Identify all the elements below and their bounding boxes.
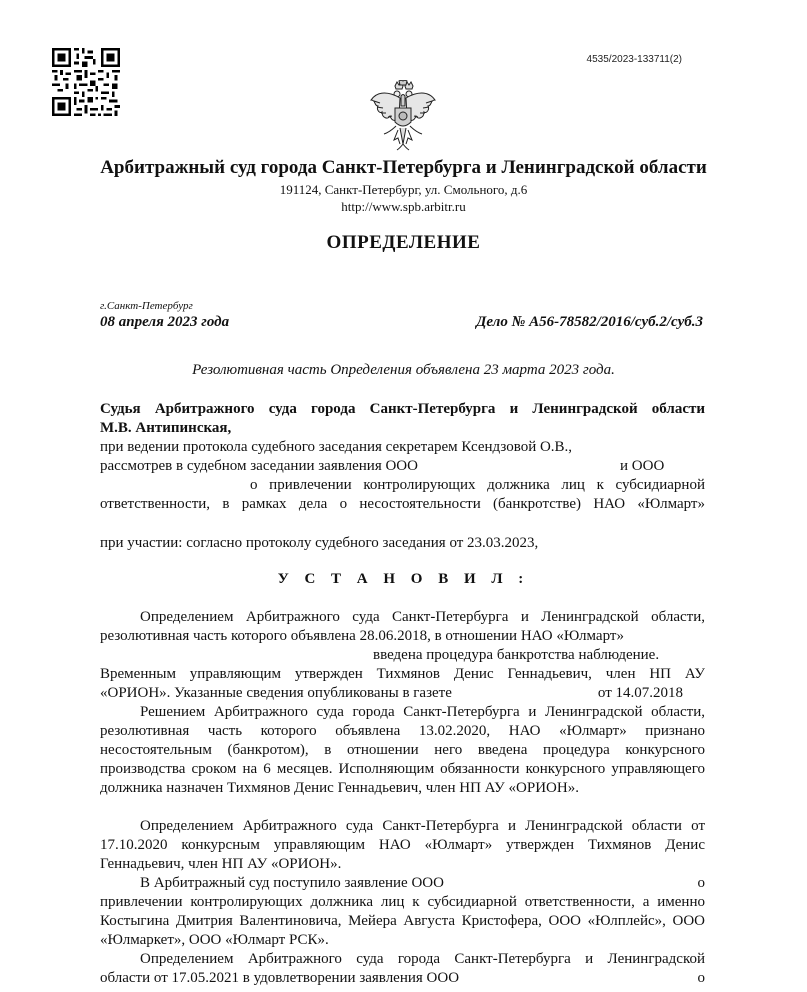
coat-of-arms-emblem-icon (368, 80, 438, 152)
paragraph-1-line-3: введена процедура банкротства наблюдение. (373, 647, 660, 663)
judge-line-1: Судья Арбитражного суда города Санкт-Петербурга и Ленинградской области (100, 401, 705, 417)
document-date: 08 апреля 2023 года (100, 314, 230, 330)
paragraph-4-rest: привлечении контролирующих должника лиц к субсидиарной ответственности, а именно Костыгина Дмитрия Валентиновича, Мейера Августа Кристофера, ООО «Юлплейс», ООО «Юлмаркет», ООО «Юлмарт РСК». (100, 894, 705, 948)
intro-block (100, 438, 705, 514)
court-address: 191124, Санкт-Петербург, ул. Смольного, д.6 (279, 182, 528, 197)
paragraph-5-line-2 (100, 969, 705, 988)
document-title: ОПРЕДЕЛЕНИЕ (326, 232, 481, 253)
paragraph-5-line-1: Определением Арбитражного суда города Санкт-Петербурга и Ленинградской (140, 951, 705, 967)
intro-line-2 (100, 457, 705, 476)
intro-line-4: ответственности, в рамках дела о несостоятельности (банкротстве) НАО «Юлмарт» (100, 496, 705, 512)
paragraph-2-text: Решением Арбитражного суда города Санкт-Петербурга и Ленинградской области, резолютивная часть которого объявлена 13.02.2020, НАО «Юлмарт» признано несостоятельным (банкротом), в отношении него введена процедура конкурсного производства сроком на 6 месяцев. Исполняющим обязанности конкурсного управляющего должника назначен Тихмянов Денис Геннадьевич, член НП АУ «ОРИОН». (100, 704, 705, 796)
paragraph-4 (100, 874, 705, 950)
intro-line-2-start: рассмотрев в судебном заседании заявления ООО (100, 458, 418, 474)
judge-line-2: М.В. Антипинская, (100, 420, 232, 436)
paragraph-1-line-2: резолютивная часть которого объявлена 28.06.2018, в отношении НАО «Юлмарт» (100, 628, 624, 644)
paragraph-5 (100, 950, 705, 988)
paragraph-1-line-5-start: «ОРИОН». Указанные сведения опубликованы в газете (100, 685, 452, 701)
paragraph-1 (100, 608, 705, 703)
case-number: Дело № А56-78582/2016/суб.2/суб.3 (476, 314, 703, 330)
participation-line: при участии: согласно протоколу судебного заседания от 23.03.2023, (100, 535, 539, 551)
paragraph-5-line-2-end: о (697, 970, 705, 986)
paragraph-1-line-5-end: от 14.07.2018 (597, 685, 683, 701)
court-website-link[interactable]: http://www.spb.arbitr.ru (341, 199, 466, 214)
paragraph-1-line-5 (100, 684, 705, 703)
intro-line-3: о привлечении контролирующих должника лиц к субсидиарной (250, 477, 705, 493)
qr-code-icon (52, 48, 120, 116)
intro-line-2-end: и ООО (620, 458, 665, 474)
document-number: 4535/2023-133711(2) (586, 54, 682, 65)
judge-block (100, 400, 705, 438)
paragraph-4-line-1-start: В Арбитражный суд поступило заявление ООО (140, 875, 444, 891)
court-name: Арбитражный суд города Санкт-Петербурга и Ленинградской области (100, 157, 707, 178)
paragraph-4-line-1-end: о (697, 875, 705, 891)
paragraph-4-line-1 (100, 874, 705, 893)
resolution-note: Резолютивная часть Определения объявлена 23 марта 2023 года. (192, 362, 615, 378)
intro-line-1: при ведении протокола судебного заседания секретарем Ксендзовой О.В., (100, 439, 573, 455)
paragraph-1-line-4: Временным управляющим утвержден Тихмянов Денис Геннадьевич, член НП АУ (100, 666, 705, 682)
paragraph-2 (100, 703, 705, 798)
city: г.Санкт-Петербург (100, 300, 193, 312)
paragraph-3-text: Определением Арбитражного суда Санкт-Петербурга и Ленинградской области от 17.10.2020 конкурсным управляющим НАО «Юлмарт» утвержден Тихмянов Денис Геннадьевич, член НП АУ «ОРИОН». (100, 818, 705, 872)
paragraph-1-line-1: Определением Арбитражного суда Санкт-Петербурга и Ленинградской области, (140, 609, 705, 625)
paragraph-3 (100, 817, 705, 874)
paragraph-5-line-2-start: области от 17.05.2021 в удовлетворении заявления ООО (100, 970, 460, 986)
section-title: У С Т А Н О В И Л : (277, 571, 530, 587)
